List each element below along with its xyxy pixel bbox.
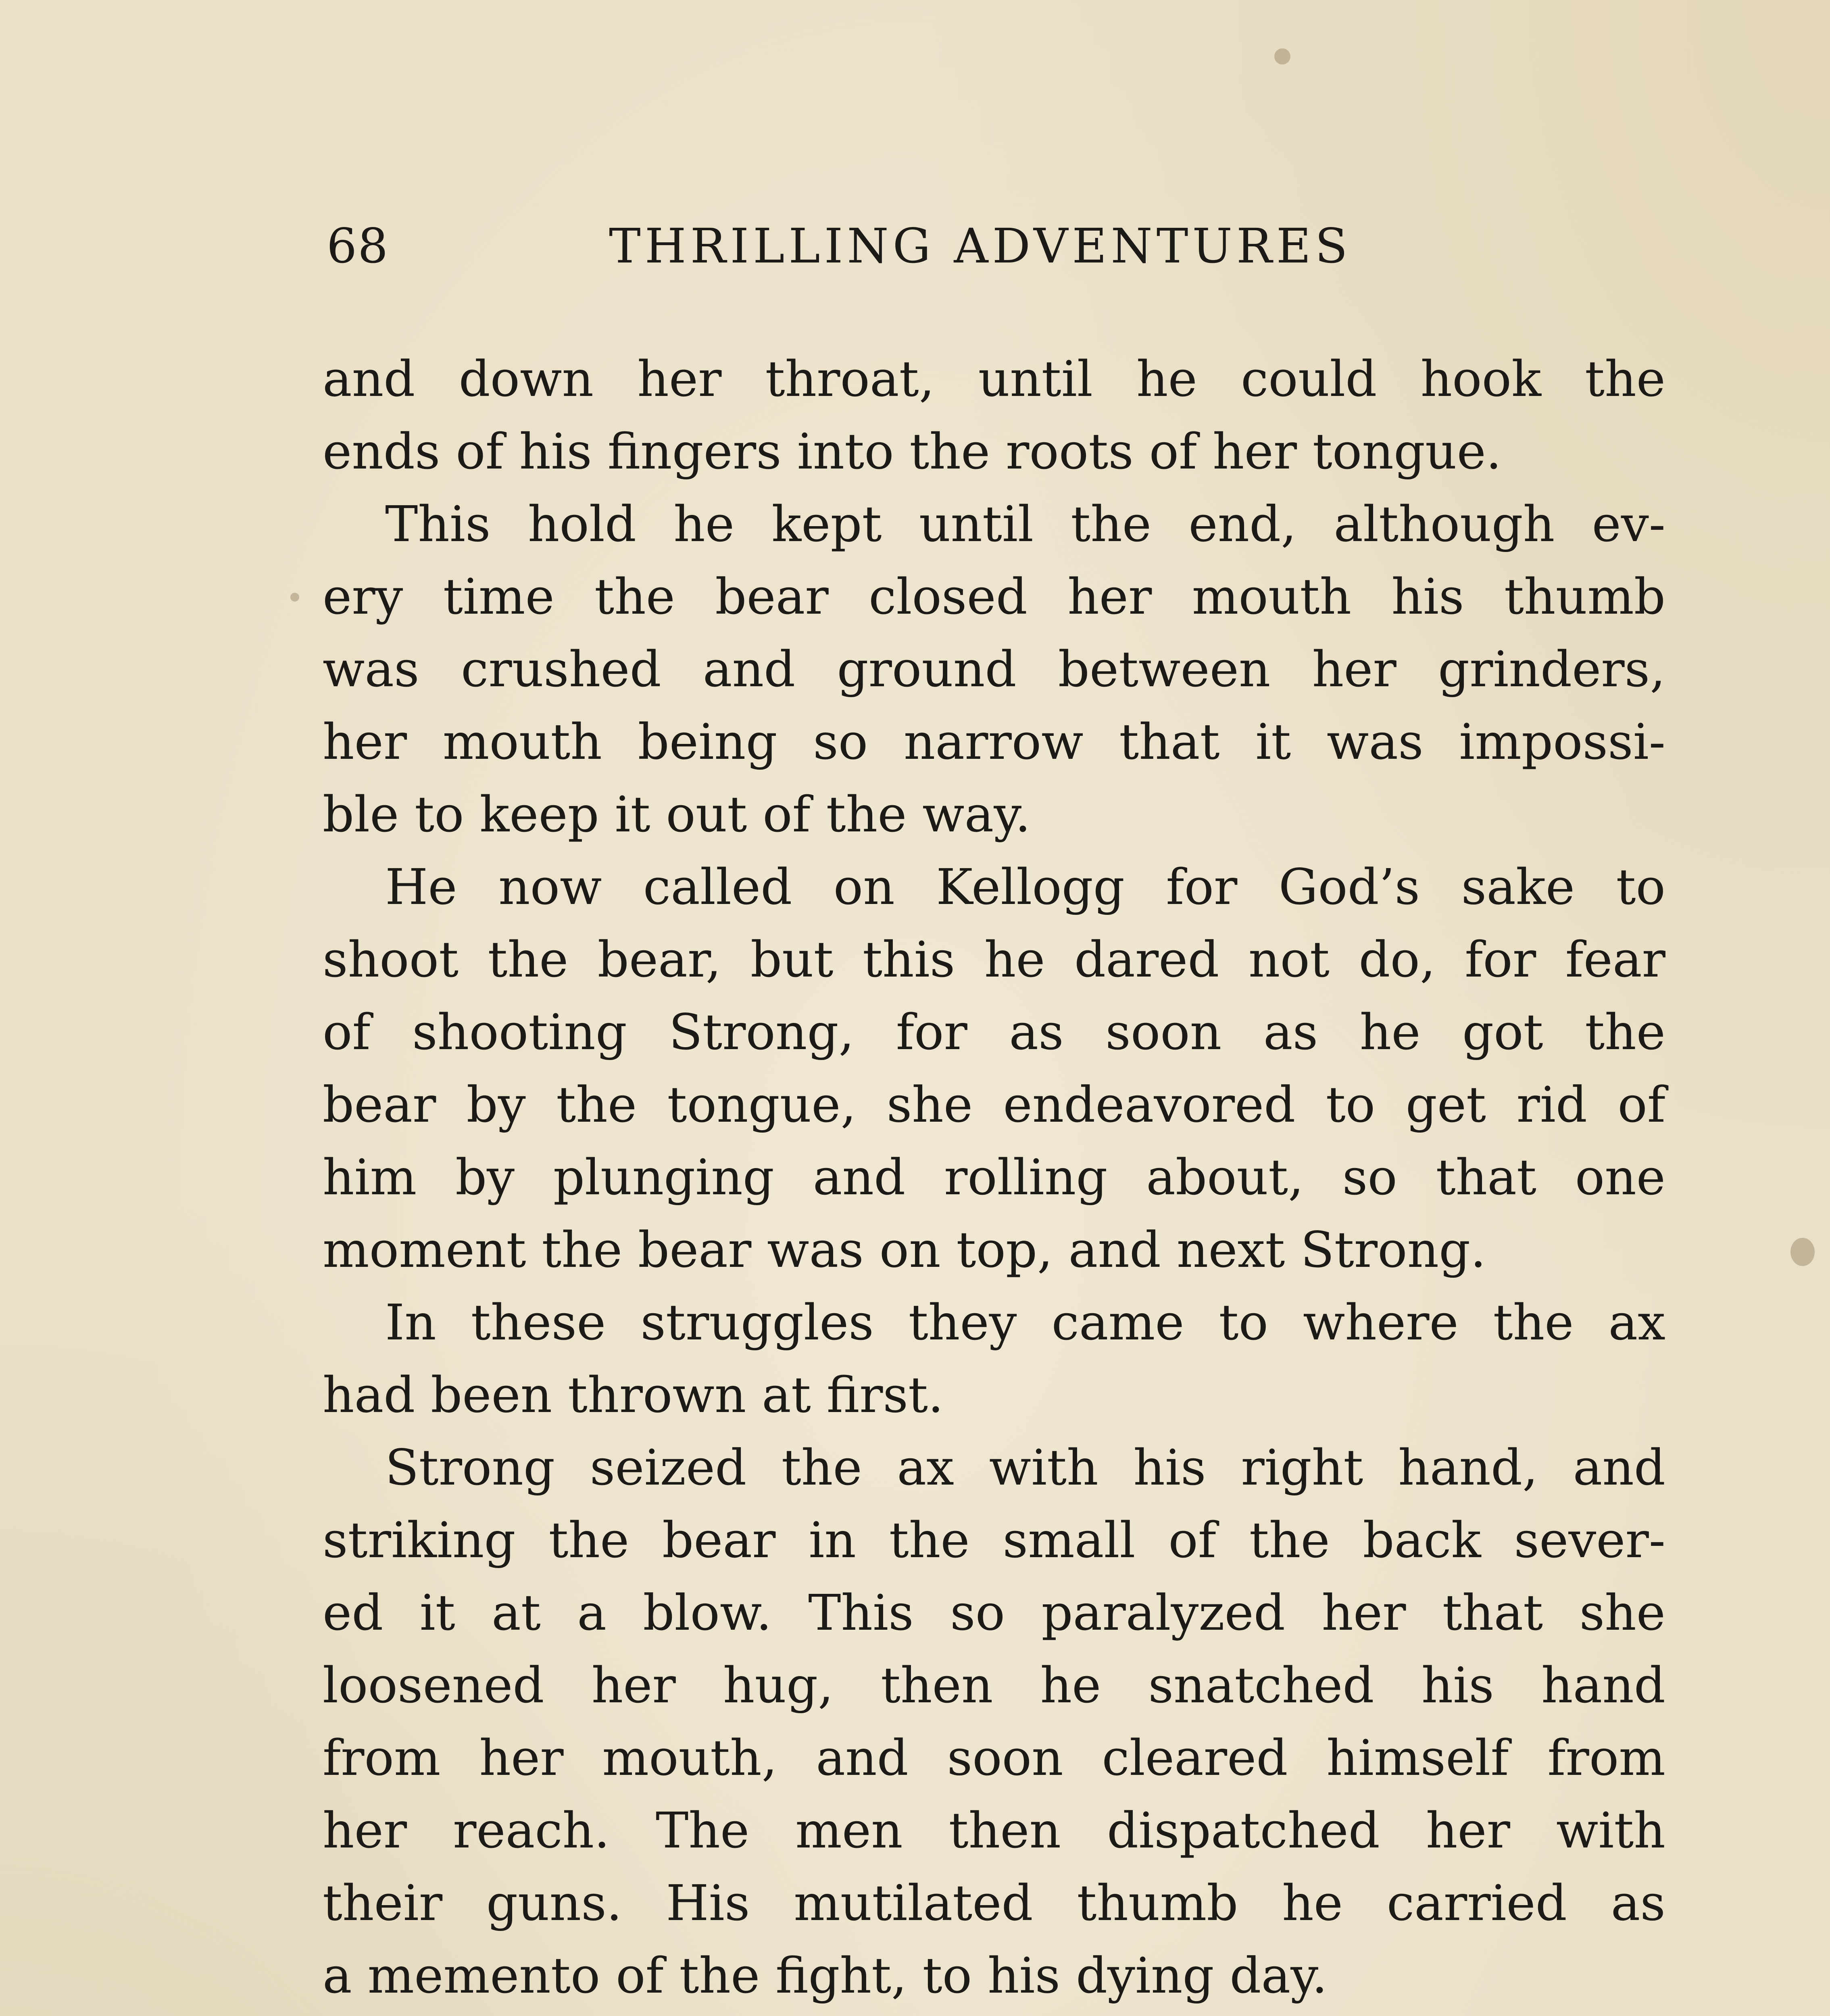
paper-spot — [290, 593, 299, 602]
text-line: their guns. His mutilated thumb he carried as — [323, 1874, 1665, 1932]
running-head: THRILLING ADVENTURES — [609, 218, 1352, 274]
text-line: In these struggles they came to where the ax — [385, 1294, 1665, 1351]
text-line: had been thrown at first. — [323, 1366, 944, 1424]
text-line: of shooting Strong, for as soon as he got the — [323, 1004, 1665, 1061]
paper-spot — [1790, 1238, 1815, 1266]
page-number: 68 — [327, 218, 389, 274]
body-text — [323, 343, 1665, 2016]
text-line: ble to keep it out of the way. — [323, 786, 1031, 843]
text-line: from her mouth, and soon cleared himself from — [323, 1729, 1665, 1787]
section-break — [323, 2012, 1665, 2016]
text-line: her mouth being so narrow that it was impossi- — [323, 713, 1665, 771]
text-line: loosened her hug, then he snatched his hand — [323, 1657, 1665, 1714]
text-line: and down her throat, until he could hook the — [323, 350, 1665, 408]
page-header — [327, 210, 1670, 282]
text-line: ends of his fingers into the roots of her tongue. — [323, 423, 1502, 480]
text-line: He now called on Kellogg for God’s sake to — [385, 858, 1665, 916]
text-line: was crushed and ground between her grinders, — [323, 641, 1665, 698]
text-line: ery time the bear closed her mouth his thumb — [323, 568, 1665, 625]
text-line: him by plunging and rolling about, so that one — [323, 1149, 1665, 1206]
text-line: a memento of the fight, to his dying day. — [323, 1947, 1328, 2004]
text-line: This hold he kept until the end, although ev- — [385, 496, 1665, 553]
text-line: ed it at a blow. This so paralyzed her that she — [323, 1584, 1665, 1641]
text-line: moment the bear was on top, and next Strong. — [323, 1221, 1486, 1279]
paper-spot — [1274, 48, 1290, 65]
text-line: striking the bear in the small of the back sever- — [323, 1512, 1665, 1569]
text-line: shoot the bear, but this he dared not do, for fear — [323, 931, 1665, 988]
text-line: her reach. The men then dispatched her with — [323, 1802, 1665, 1859]
text-line: bear by the tongue, she endeavored to get rid of — [323, 1076, 1665, 1133]
text-line: Strong seized the ax with his right hand, and — [385, 1439, 1665, 1496]
